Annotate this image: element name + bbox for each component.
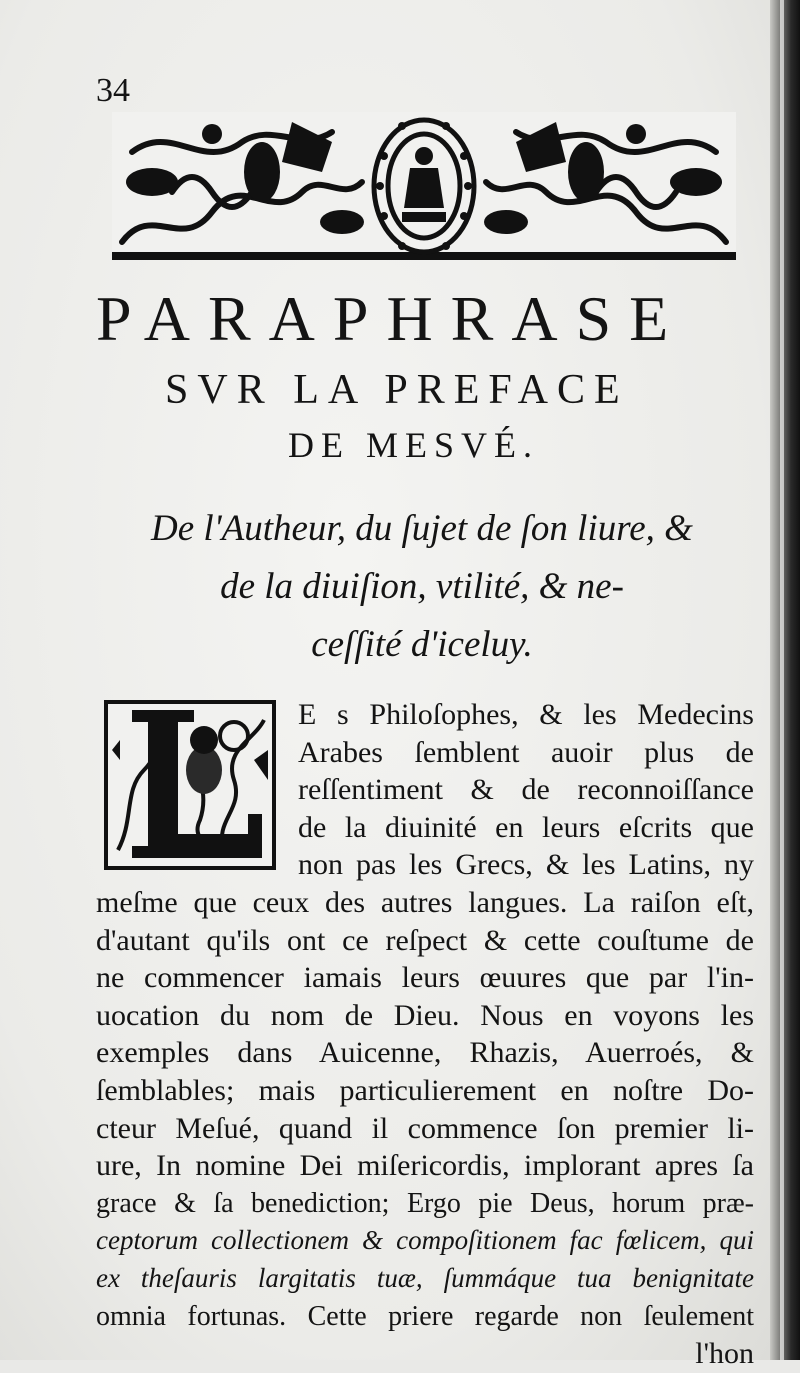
section-heading-line: ceſſité d'iceluy. [311, 624, 533, 665]
body-line: Arabes ſemblent auoir plus de [298, 735, 754, 769]
headpiece-ornament [112, 112, 736, 260]
body-line: ex theſauris largitatis tuæ, ſummáque tua benignitate [96, 1262, 754, 1293]
body-text [96, 696, 754, 1373]
body-line: omnia fortunas. Cette priere regarde non ſeulement [96, 1300, 754, 1332]
body-line: de la diuinité en leurs eſcrits que [298, 810, 754, 844]
body-line: uocation du nom de Dieu. Nous en voyons les [96, 998, 754, 1032]
section-heading-line: De l'Autheur, du ſujet de ſon liure, & [151, 508, 693, 549]
book-spine-edge [770, 0, 800, 1360]
section-heading [92, 500, 752, 674]
page-number: 34 [96, 72, 130, 109]
body-line: reſſentiment & de reconnoiſſance [298, 773, 754, 807]
body-line: ne commencer iamais leurs œuures que par l'in- [96, 961, 754, 995]
catchword: l'hon [695, 1337, 754, 1371]
body-line: ſemblables; mais particulierement en noſtre Do- [96, 1073, 754, 1107]
body-line: exemples dans Auicenne, Rhazis, Auerroés, & [96, 1036, 754, 1070]
drop-capital-letter: L [186, 810, 194, 821]
body-line: E s Philoſophes, & les Medecins [298, 698, 754, 731]
body-line: meſme que ceux des autres langues. La raiſon eſt, [96, 885, 754, 919]
body-line: grace & ſa benediction; Ergo pie Deus, horum præ- [96, 1187, 754, 1219]
body-line: d'autant qu'ils ont ce reſpect & cette couſtume de [96, 923, 754, 957]
body-line: ceptorum collectionem & compoſitionem fac fœlicem, qui [96, 1225, 754, 1256]
body-line: ure, In nomine Dei miſericordis, implorant apres ſa [96, 1149, 754, 1183]
chapter-author: DE MESVÉ. [288, 425, 539, 465]
body-line: non pas les Grecs, & les Latins, ny [298, 848, 754, 882]
chapter-subtitle: SVR LA PREFACE [165, 367, 629, 413]
body-line: cteur Meſué, quand il commence ſon premier li- [96, 1111, 754, 1145]
chapter-title: PARAPHRASE [96, 283, 687, 354]
section-heading-line: de la diuiſion, vtilité, & ne- [220, 566, 624, 607]
